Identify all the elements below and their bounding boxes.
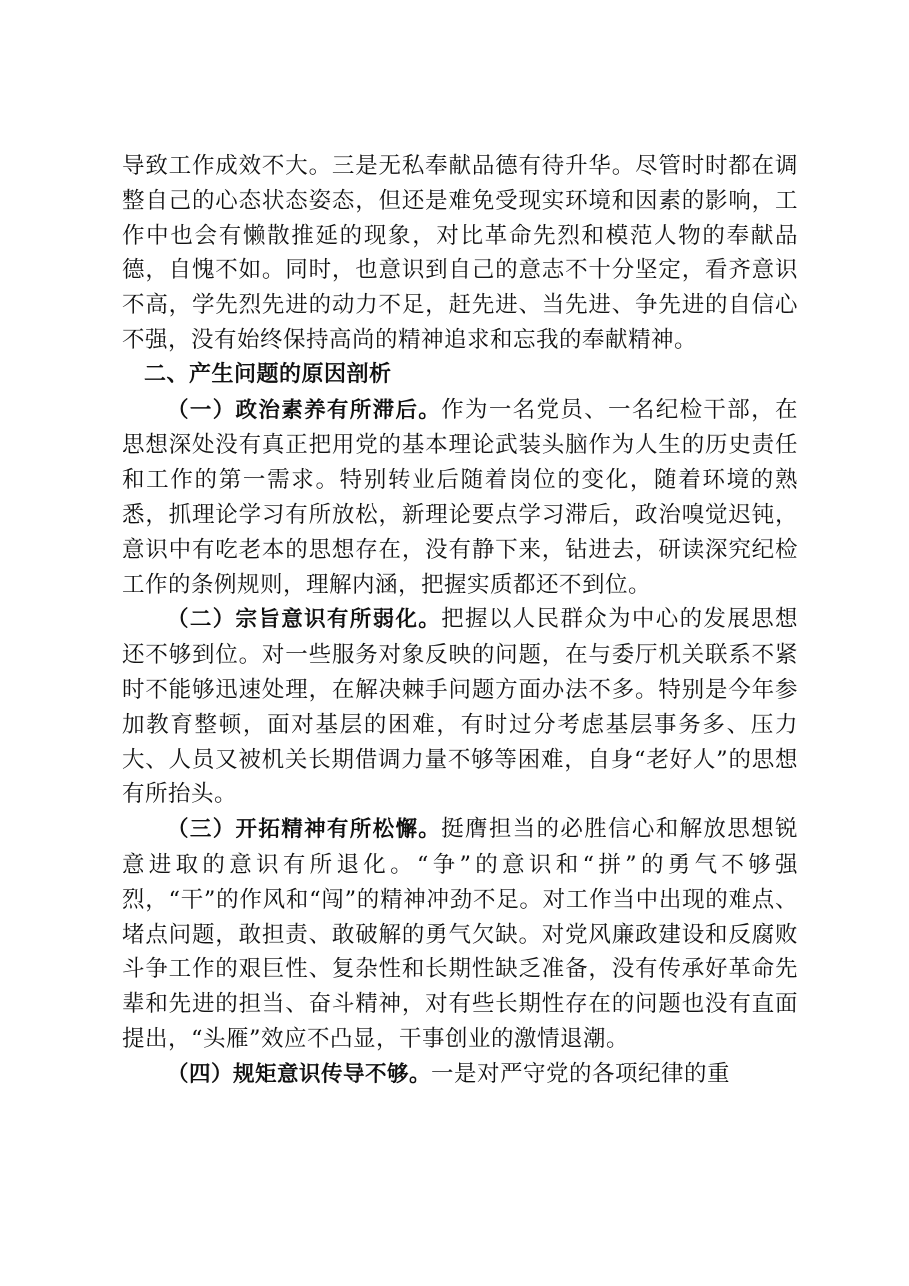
paragraph-lead: （一）政治素养有所滞后。 bbox=[167, 397, 442, 423]
paragraph-body: 挺膺担当的必胜信心和解放思想锐意进取的意识有所退化。“争”的意识和“拼”的勇气不够强烈，“干”的作风和“闯”的精神冲劲不足。对工作当中出现的难点、堵点问题，敢担责、敢破解的勇气欠缺。对党风廉政建设和反腐败斗争工作的艰巨性、复杂性和长期性缺乏准备，没有传承好革命先辈和先进的担当、奋斗精神，对有些长期性存在的问题也没有直面提出，“头雁”效应不凸显，干事创业的激情退潮。 bbox=[122, 816, 798, 1052]
paragraph-lead: （四）规矩意识传导不够。 bbox=[167, 1061, 432, 1087]
paragraph-body: 把握以人民群众为中心的发展思想还不够到位。对一些服务对象反映的问题，在与委厅机关联系不紧时不能够迅速处理，在解决棘手问题方面办法不多。特别是今年参加教育整顿，面对基层的困难，有时过分考虑基层事务多、压力大、人员又被机关长期借调力量不够等困难，自身“老好人”的思想有所抬头。 bbox=[122, 606, 798, 808]
document-body bbox=[122, 149, 798, 1093]
paragraph-lead: （二）宗旨意识有所弱化。 bbox=[167, 607, 442, 633]
paragraph-intro-text: 导致工作成效不大。三是无私奉献品德有待升华。尽管时时都在调整自己的心态状态姿态，但还是难免受现实环境和因素的影响，工作中也会有懒散推延的现象，对比革命先烈和模范人物的奉献品德，自愧不如。同时，也意识到自己的意志不十分坚定，看齐意识不高，学先烈先进的动力不足，赶先进、当先进、争先进的自信心不强，没有始终保持高尚的精神追求和忘我的奉献精神。 bbox=[122, 153, 798, 353]
paragraph-purpose-awareness bbox=[122, 602, 798, 812]
paragraph-pioneering-spirit bbox=[122, 812, 798, 1057]
paragraph-lead: （三）开拓精神有所松懈。 bbox=[167, 817, 442, 843]
paragraph-body: 一是对严守党的各项纪律的重 bbox=[431, 1060, 731, 1087]
section-heading: 二、产生问题的原因剖析 bbox=[144, 361, 392, 387]
paragraph-rules-awareness bbox=[122, 1057, 798, 1093]
paragraph-body: 作为一名党员、一名纪检干部，在思想深处没有真正把用党的基本理论武装头脑作为人生的历史责任和工作的第一需求。特别转业后随着岗位的变化，随着环境的熟悉，抓理论学习有所放松，新理论要点学习滞后，政治嗅觉迟钝，意识中有吃老本的思想存在，没有静下来，钻进去，研读深究纪检工作的条例规则，理解内涵，把握实质都还不到位。 bbox=[122, 396, 798, 598]
paragraph-intro bbox=[122, 149, 798, 358]
paragraph-political-literacy bbox=[122, 393, 798, 603]
